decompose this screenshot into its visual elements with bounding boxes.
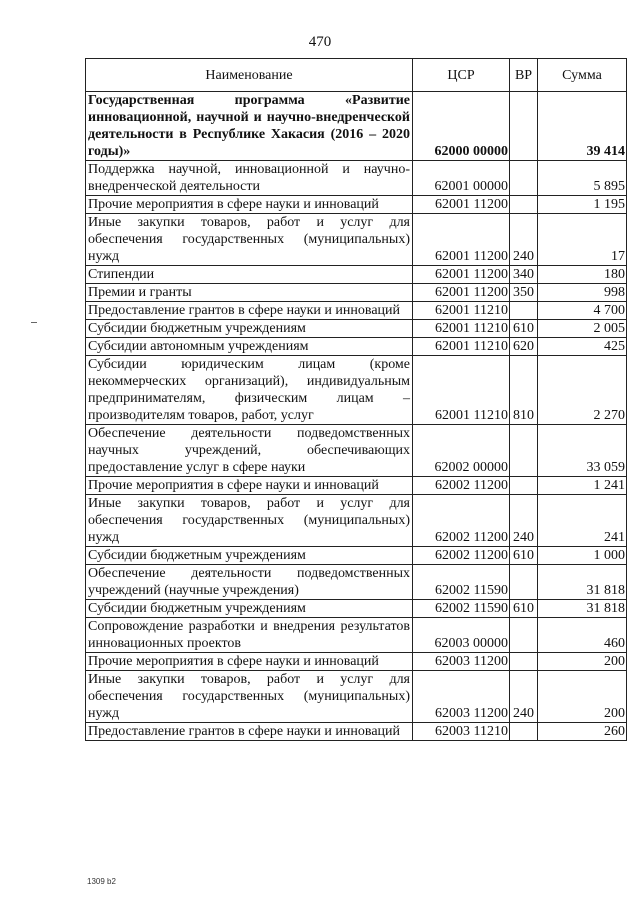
table-row — [86, 547, 627, 565]
cell-vr — [510, 653, 538, 671]
cell-csr: 62000 00000 — [413, 92, 510, 161]
cell-sum: 425 — [538, 338, 627, 356]
cell-sum: 17 — [538, 214, 627, 266]
cell-csr: 62002 11200 — [413, 495, 510, 547]
cell-csr: 62001 11200 — [413, 214, 510, 266]
table-row — [86, 161, 627, 196]
header-vr: ВР — [510, 59, 538, 92]
cell-sum: 5 895 — [538, 161, 627, 196]
cell-vr: 350 — [510, 284, 538, 302]
cell-sum: 33 059 — [538, 425, 627, 477]
cell-csr: 62001 11210 — [413, 302, 510, 320]
table-row — [86, 320, 627, 338]
cell-sum: 4 700 — [538, 302, 627, 320]
cell-vr: 620 — [510, 338, 538, 356]
cell-csr: 62002 11590 — [413, 565, 510, 600]
cell-csr: 62001 00000 — [413, 161, 510, 196]
cell-csr: 62002 11590 — [413, 600, 510, 618]
table-row — [86, 495, 627, 547]
cell-vr — [510, 565, 538, 600]
table-row — [86, 356, 627, 425]
cell-sum: 241 — [538, 495, 627, 547]
cell-sum: 200 — [538, 671, 627, 723]
cell-csr: 62002 11200 — [413, 477, 510, 495]
cell-sum: 1 195 — [538, 196, 627, 214]
cell-name: Государственная программа «Развитие инновационной, научной и научно-внедренческой деятельности в Республике Хакасия (2016 – 2020 годы)» — [86, 92, 413, 161]
budget-table-container — [85, 58, 626, 741]
cell-vr: 810 — [510, 356, 538, 425]
cell-csr: 62002 11200 — [413, 547, 510, 565]
footer-code: 1309 b2 — [87, 877, 116, 886]
margin-mark — [31, 322, 37, 323]
cell-name: Субсидии бюджетным учреждениям — [86, 547, 413, 565]
cell-csr: 62001 11200 — [413, 266, 510, 284]
cell-csr: 62001 11200 — [413, 284, 510, 302]
table-row — [86, 600, 627, 618]
cell-vr — [510, 196, 538, 214]
cell-vr: 240 — [510, 671, 538, 723]
cell-name: Предоставление грантов в сфере науки и инноваций — [86, 723, 413, 741]
cell-sum: 200 — [538, 653, 627, 671]
header-csr: ЦСР — [413, 59, 510, 92]
table-row — [86, 284, 627, 302]
cell-name: Прочие мероприятия в сфере науки и инноваций — [86, 653, 413, 671]
cell-name: Премии и гранты — [86, 284, 413, 302]
page-number: 470 — [308, 34, 332, 50]
cell-csr: 62001 11210 — [413, 338, 510, 356]
cell-name: Прочие мероприятия в сфере науки и инноваций — [86, 477, 413, 495]
table-row — [86, 338, 627, 356]
cell-sum: 39 414 — [538, 92, 627, 161]
cell-sum: 31 818 — [538, 600, 627, 618]
table-row — [86, 266, 627, 284]
table-header-row — [86, 59, 627, 92]
table-row — [86, 723, 627, 741]
cell-csr: 62003 11200 — [413, 653, 510, 671]
cell-vr — [510, 302, 538, 320]
cell-sum: 260 — [538, 723, 627, 741]
cell-name: Субсидии бюджетным учреждениям — [86, 600, 413, 618]
cell-vr — [510, 161, 538, 196]
header-sum: Сумма — [538, 59, 627, 92]
cell-vr — [510, 723, 538, 741]
cell-vr: 340 — [510, 266, 538, 284]
cell-name: Субсидии автономным учреждениям — [86, 338, 413, 356]
cell-vr: 240 — [510, 214, 538, 266]
cell-name: Иные закупки товаров, работ и услуг для обеспечения государственных (муниципальных) нужд — [86, 214, 413, 266]
header-name: Наименование — [86, 59, 413, 92]
cell-csr: 62001 11200 — [413, 196, 510, 214]
table-row — [86, 214, 627, 266]
table-row — [86, 653, 627, 671]
cell-vr: 240 — [510, 495, 538, 547]
cell-csr: 62003 00000 — [413, 618, 510, 653]
cell-sum: 1 241 — [538, 477, 627, 495]
table-row — [86, 302, 627, 320]
cell-sum: 31 818 — [538, 565, 627, 600]
cell-vr — [510, 618, 538, 653]
table-row — [86, 671, 627, 723]
cell-sum: 998 — [538, 284, 627, 302]
cell-vr — [510, 92, 538, 161]
cell-name: Иные закупки товаров, работ и услуг для обеспечения государственных (муниципальных) нужд — [86, 495, 413, 547]
cell-name: Субсидии бюджетным учреждениям — [86, 320, 413, 338]
cell-csr: 62003 11200 — [413, 671, 510, 723]
cell-vr — [510, 425, 538, 477]
table-row — [86, 565, 627, 600]
cell-csr: 62003 11210 — [413, 723, 510, 741]
cell-sum: 2 270 — [538, 356, 627, 425]
cell-name: Обеспечение деятельности подведомственных учреждений (научные учреждения) — [86, 565, 413, 600]
table-row — [86, 196, 627, 214]
cell-sum: 2 005 — [538, 320, 627, 338]
cell-name: Обеспечение деятельности подведомственных научных учреждений, обеспечивающих предоставление услуг в сфере науки — [86, 425, 413, 477]
cell-name: Субсидии юридическим лицам (кроме некоммерческих организаций), индивидуальным предпринимателям, физическим лицам – производителям товаров, работ, услуг — [86, 356, 413, 425]
cell-sum: 460 — [538, 618, 627, 653]
cell-vr: 610 — [510, 600, 538, 618]
table-body — [86, 92, 627, 741]
cell-name: Прочие мероприятия в сфере науки и инноваций — [86, 196, 413, 214]
cell-vr — [510, 477, 538, 495]
cell-csr: 62001 11210 — [413, 320, 510, 338]
cell-csr: 62002 00000 — [413, 425, 510, 477]
cell-sum: 180 — [538, 266, 627, 284]
budget-table — [85, 58, 627, 741]
cell-name: Иные закупки товаров, работ и услуг для обеспечения государственных (муниципальных) нужд — [86, 671, 413, 723]
table-row — [86, 618, 627, 653]
cell-name: Стипендии — [86, 266, 413, 284]
table-row — [86, 92, 627, 161]
cell-vr: 610 — [510, 547, 538, 565]
cell-csr: 62001 11210 — [413, 356, 510, 425]
cell-sum: 1 000 — [538, 547, 627, 565]
cell-name: Поддержка научной, инновационной и научно-внедренческой деятельности — [86, 161, 413, 196]
cell-name: Предоставление грантов в сфере науки и инноваций — [86, 302, 413, 320]
table-row — [86, 477, 627, 495]
cell-name: Сопровождение разработки и внедрения результатов инновационных проектов — [86, 618, 413, 653]
table-row — [86, 425, 627, 477]
cell-vr: 610 — [510, 320, 538, 338]
